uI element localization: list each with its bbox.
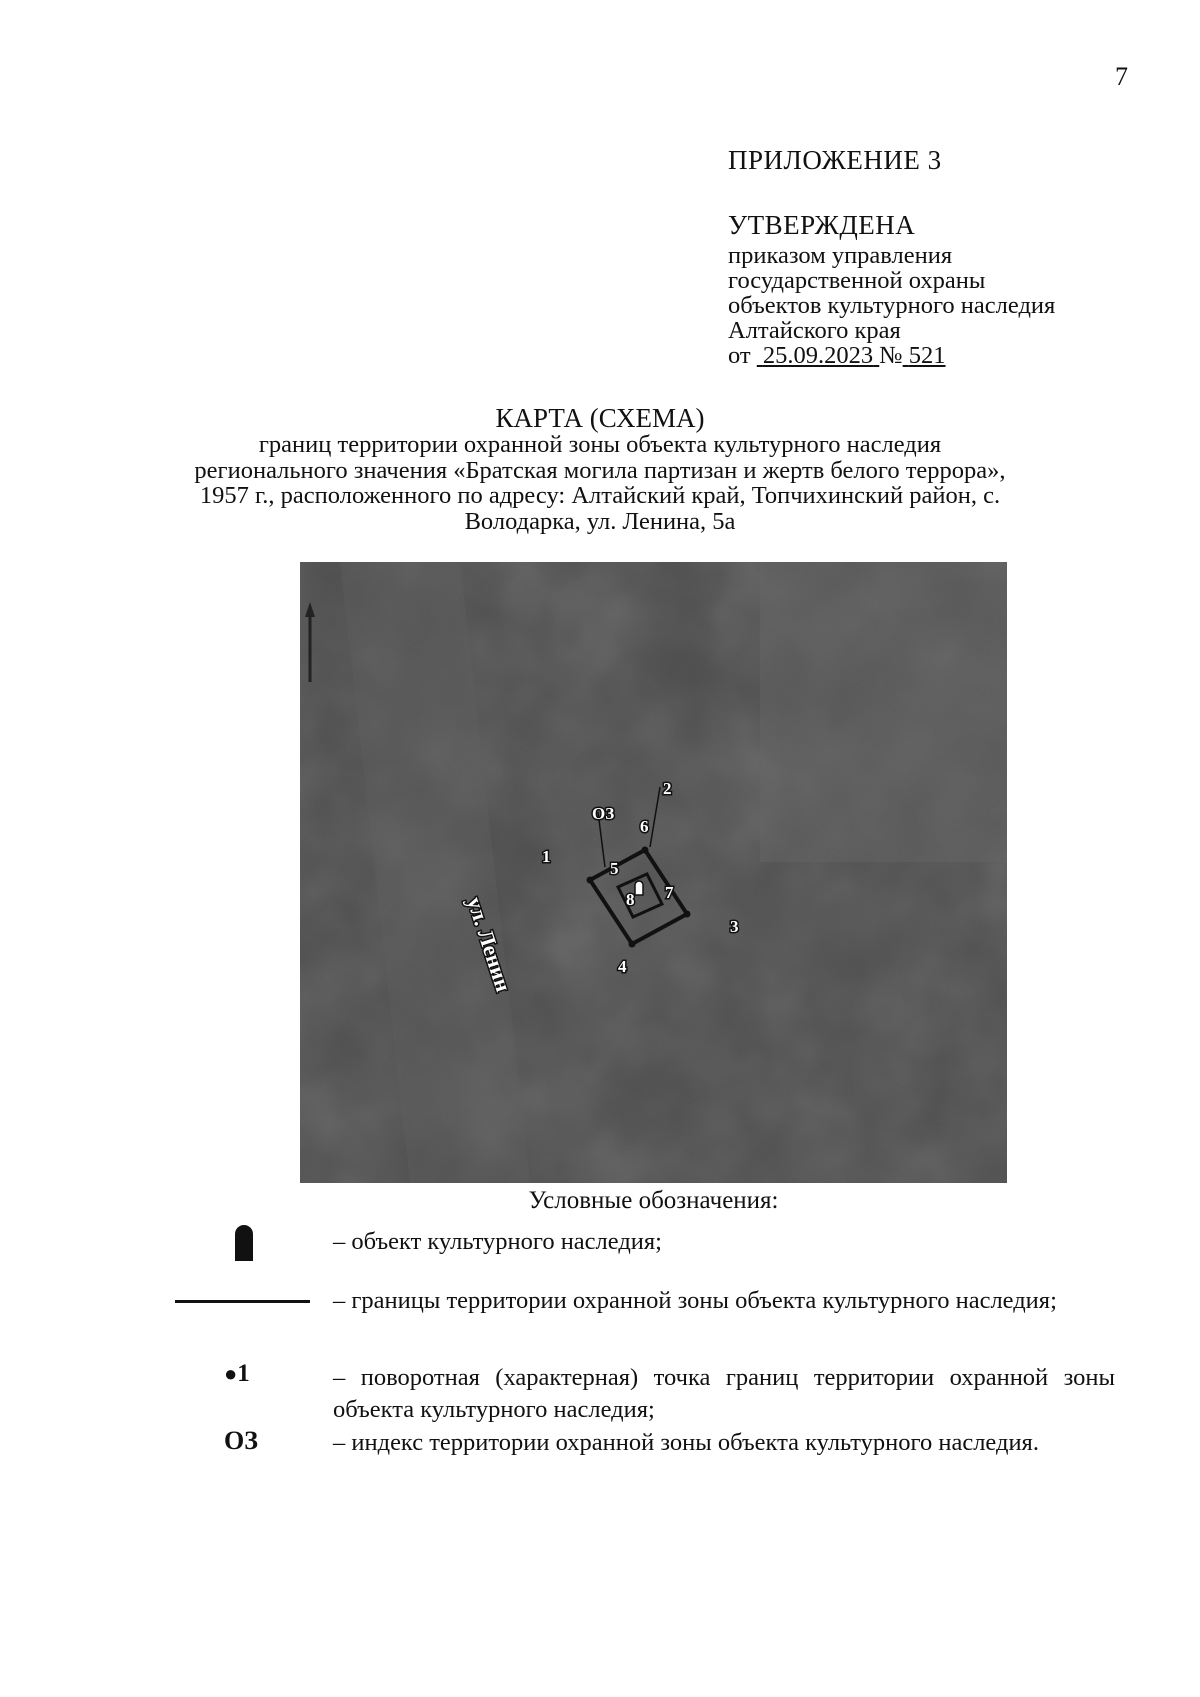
approved-label: УТВЕРЖДЕНА <box>728 210 916 240</box>
point-label: 4 <box>618 957 627 976</box>
page-number: 7 <box>1115 62 1128 91</box>
approval-date: 25.09.2023 <box>762 342 874 369</box>
image-grain <box>300 562 1007 1183</box>
point-label: 6 <box>640 817 649 836</box>
approval-block <box>728 243 1055 368</box>
number-sign: № <box>879 342 903 369</box>
turning-point-icon <box>587 877 594 884</box>
map-image <box>300 562 1007 1183</box>
point-label: 3 <box>730 917 739 936</box>
turning-point-icon: ● <box>224 1361 238 1386</box>
turning-point-icon <box>684 911 691 918</box>
turning-point-number: 1 <box>237 1360 250 1387</box>
map-subtitle: границ территории охранной зоны объекта культурного наследия регионального значения «Братская могила партизан и жертв белого террора», 1957 г., расположенного по адресу: Алтайский край, Топчихинский район, с. Володарка, ул. Ленина, 5а <box>194 431 1006 535</box>
approval-line: приказом управления <box>728 242 953 269</box>
approval-line: Алтайского края <box>728 317 901 344</box>
zone-index-symbol: ОЗ <box>224 1426 258 1455</box>
point-label: 2 <box>663 779 672 798</box>
appendix-label: ПРИЛОЖЕНИЕ 3 <box>728 145 942 175</box>
legend-item-text: – объект культурного наследия; <box>333 1228 662 1255</box>
legend-item-text: – поворотная (характерная) точка границ территории охранной зоны объекта культурного наследия; <box>333 1364 1115 1423</box>
legend-item-text: – индекс территории охранной зоны объекта культурного наследия. <box>333 1429 1039 1456</box>
turning-point-legend <box>224 1360 250 1388</box>
map-header <box>150 404 1050 534</box>
street-label: ул. Ленин <box>462 893 517 995</box>
date-prefix: от <box>728 342 751 369</box>
map-title: КАРТА (СХЕМА) <box>495 403 705 433</box>
point-label: 5 <box>610 859 619 878</box>
heritage-object-icon <box>635 881 643 895</box>
approval-number: 521 <box>908 342 946 369</box>
approval-line: объектов культурного наследия <box>728 292 1056 319</box>
point-label: 8 <box>626 890 635 909</box>
turning-point-icon <box>642 847 649 854</box>
legend-item-text: – границы территории охранной зоны объекта культурного наследия; <box>333 1287 1057 1314</box>
approval-date-line <box>728 343 1055 368</box>
point-label: 1 <box>542 847 551 866</box>
heritage-object-icon <box>234 1225 254 1261</box>
turning-point-icon <box>629 941 636 948</box>
boundary-line-icon <box>175 1300 310 1303</box>
zone-index-label: ОЗ <box>592 804 615 823</box>
point-label: 7 <box>665 883 674 902</box>
legend-title: Условные обозначения: <box>528 1187 779 1214</box>
approval-line: государственной охраны <box>728 267 986 294</box>
satellite-map <box>300 562 1007 1183</box>
